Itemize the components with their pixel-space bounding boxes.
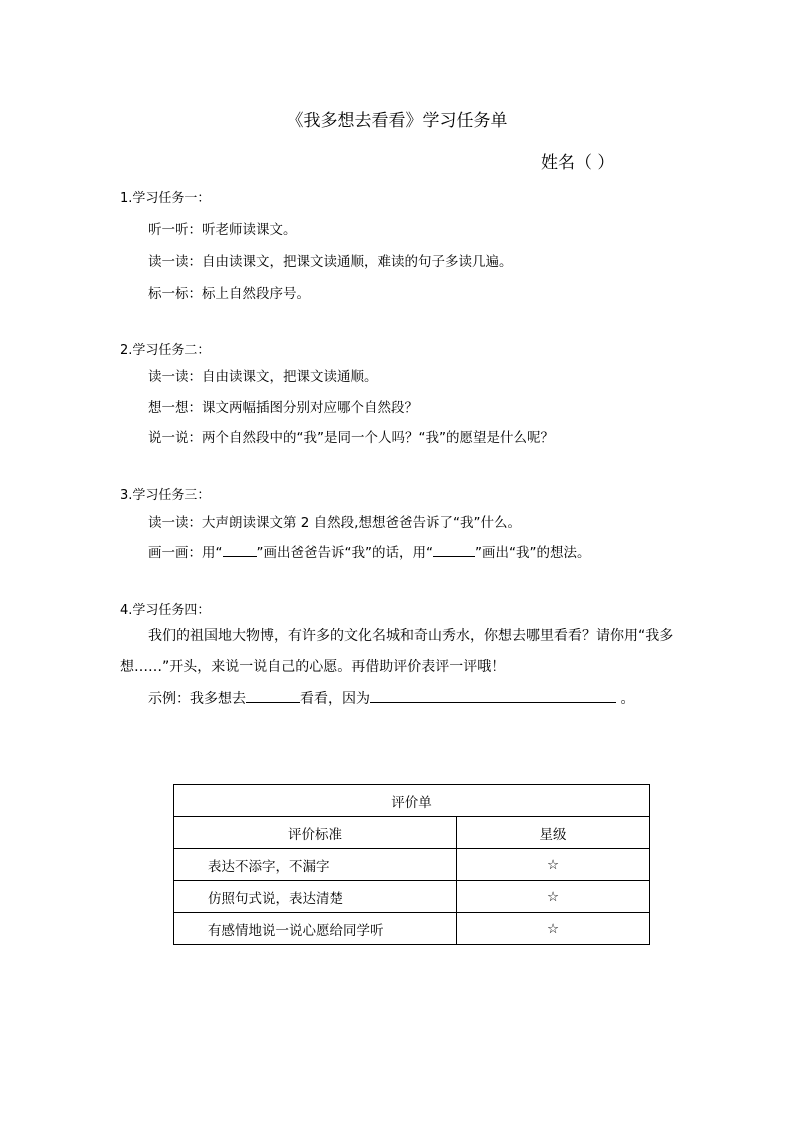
task2-line-read: 读一读：自由读课文，把课文读通顺。 xyxy=(148,369,378,385)
task3-draw-part-b: ”画出爸爸告诉“我”的话，用“ xyxy=(256,545,433,561)
task4-paragraph-line2: 想……”开头，来说一说自己的心愿。再借助评价表评一评哦！ xyxy=(120,659,506,675)
example-middle: 看看，因为 xyxy=(300,691,370,707)
table-row xyxy=(174,881,650,913)
criterion-cell: 表达不添字，不漏字 xyxy=(174,849,457,881)
name-field: 姓名（ ） xyxy=(541,153,615,173)
reason-blank xyxy=(370,690,616,703)
table-caption: 评价单 xyxy=(174,785,650,817)
star-rating-icon[interactable]: ☆ xyxy=(457,913,650,945)
task4-heading: 4.学习任务四： xyxy=(120,603,211,618)
task3-line-read: 读一读：大声朗读课文第 2 自然段,想想爸爸告诉了“我”什么。 xyxy=(148,515,521,531)
criterion-cell: 仿照句式说，表达清楚 xyxy=(174,881,457,913)
example-suffix: 。 xyxy=(616,691,635,707)
task2-heading: 2.学习任务二： xyxy=(120,343,211,358)
evaluation-table xyxy=(173,784,650,945)
example-prefix: 示例：我多想去 xyxy=(148,691,246,707)
task3-draw-part-a: 画一画：用“ xyxy=(148,545,223,561)
star-rating-icon[interactable]: ☆ xyxy=(457,881,650,913)
task4-paragraph-line1: 我们的祖国地大物博，有许多的文化名城和奇山秀水，你想去哪里看看？请你用“我多 xyxy=(148,628,674,644)
wavy-underline-blank xyxy=(433,544,475,557)
task2-line-say: 说一说：两个自然段中的“我”是同一个人吗？“我”的愿望是什么呢？ xyxy=(148,430,554,446)
solid-underline-blank xyxy=(223,544,257,557)
header-criterion: 评价标准 xyxy=(174,817,457,849)
task1-line-mark: 标一标：标上自然段序号。 xyxy=(148,286,310,302)
task4-example xyxy=(148,688,634,708)
page-title: 《我多想去看看》学习任务单 xyxy=(286,111,508,131)
criterion-cell: 有感情地说一说心愿给同学听 xyxy=(174,913,457,945)
table-row xyxy=(174,849,650,881)
place-blank xyxy=(246,690,300,703)
task3-draw-part-c: ”画出“我”的想法。 xyxy=(474,545,591,561)
task1-line-read: 读一读：自由读课文，把课文读通顺，难读的句子多读几遍。 xyxy=(148,254,513,270)
task1-heading: 1.学习任务一： xyxy=(120,191,211,206)
task3-heading: 3.学习任务三： xyxy=(120,488,211,503)
table-row xyxy=(174,913,650,945)
star-rating-icon[interactable]: ☆ xyxy=(457,849,650,881)
header-stars: 星级 xyxy=(457,817,650,849)
task1-line-listen: 听一听：听老师读课文。 xyxy=(148,222,297,238)
task2-line-think: 想一想：课文两幅插图分别对应哪个自然段？ xyxy=(148,400,418,416)
task3-line-draw xyxy=(148,541,590,561)
